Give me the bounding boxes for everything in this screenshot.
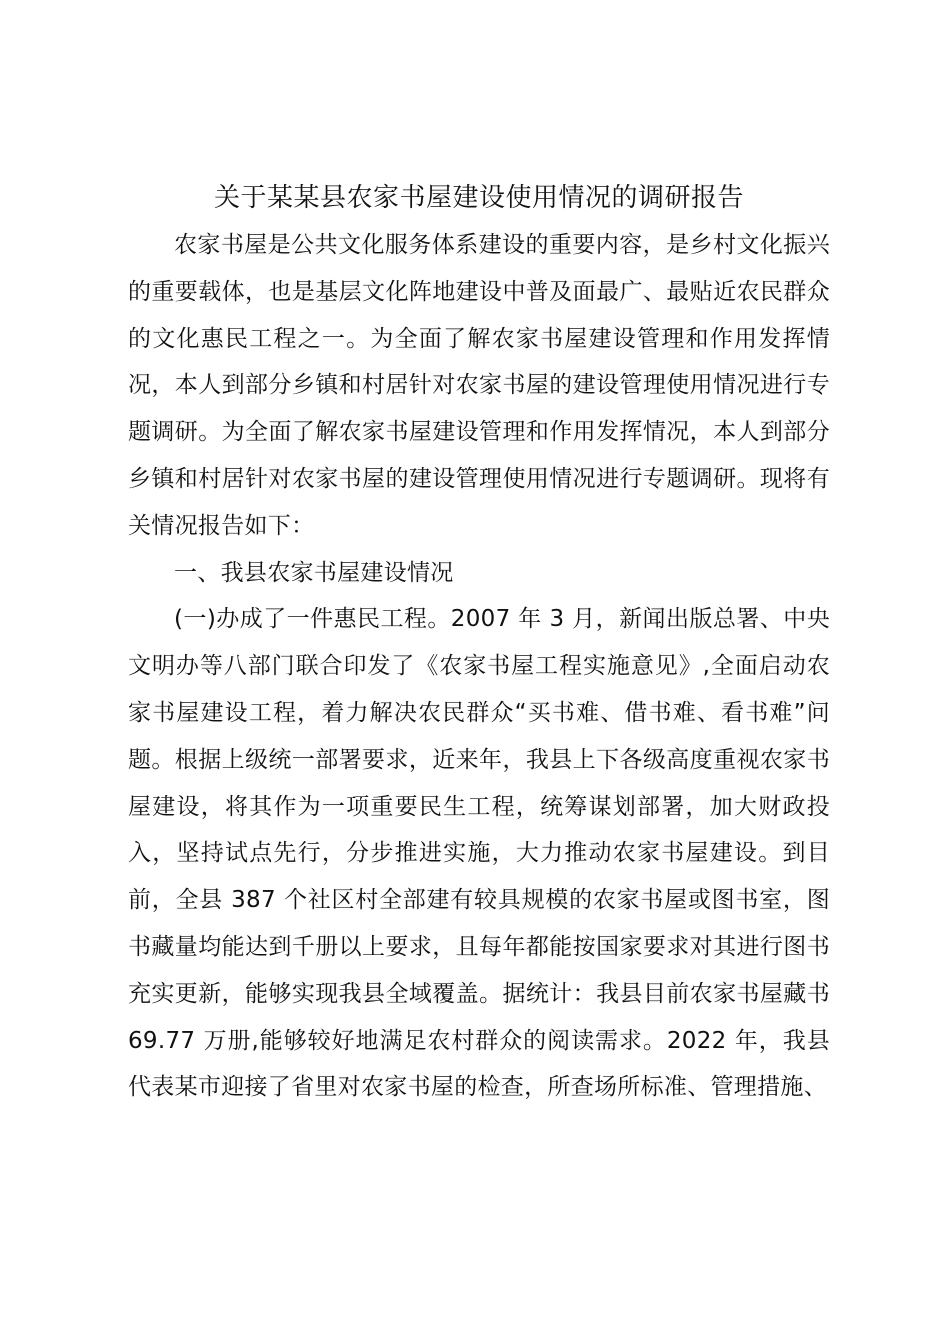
subsection-paragraph: (一)办成了一件惠民工程。2007 年 3 月，新闻出版总署、中央文明办等八部门联合印发了《农家书屋工程实施意见》,全面启动农家书屋建设工程，着力解决农民群众“买书难、借书难、看书难”问题。根据上级统一部署要求，近来年，我县上下各级高度重视农家书屋建设，将其作为一项重要民生工程，统筹谋划部署，加大财政投入，坚持试点先行，分步推进实施，大力推动农家书屋建设。到目前，全县 387 个社区村全部建有较具规模的农家书屋或图书室，图书藏量均能达到千册以上要求，且每年都能按国家要求对其进行图书充实更新，能够实现我县全域覆盖。据统计：我县目前农家书屋藏书 69.77 万册,能够较好地满足农村群众的阅读需求。2022 年，我县代表某市迎接了省里对农家书屋的检查，所查场所标准、管理措施、 — [128, 606, 830, 1101]
intro-paragraph: 农家书屋是公共文化服务体系建设的重要内容，是乡村文化振兴的重要载体，也是基层文化阵地建设中普及面最广、最贴近农民群众的文化惠民工程之一。为全面了解农家书屋建设管理和作用发挥情况，本人到部分乡镇和村居针对农家书屋的建设管理使用情况进行专题调研。为全面了解农家书屋建设管理和作用发挥情况，本人到部分乡镇和村居针对农家书屋的建设管理使用情况进行专题调研。现将有关情况报告如下： — [128, 232, 830, 539]
section-heading: 一、我县农家书屋建设情况 — [174, 559, 454, 586]
document-body — [128, 222, 830, 1111]
document-title: 关于某某县农家书屋建设使用情况的调研报告 — [213, 183, 744, 213]
